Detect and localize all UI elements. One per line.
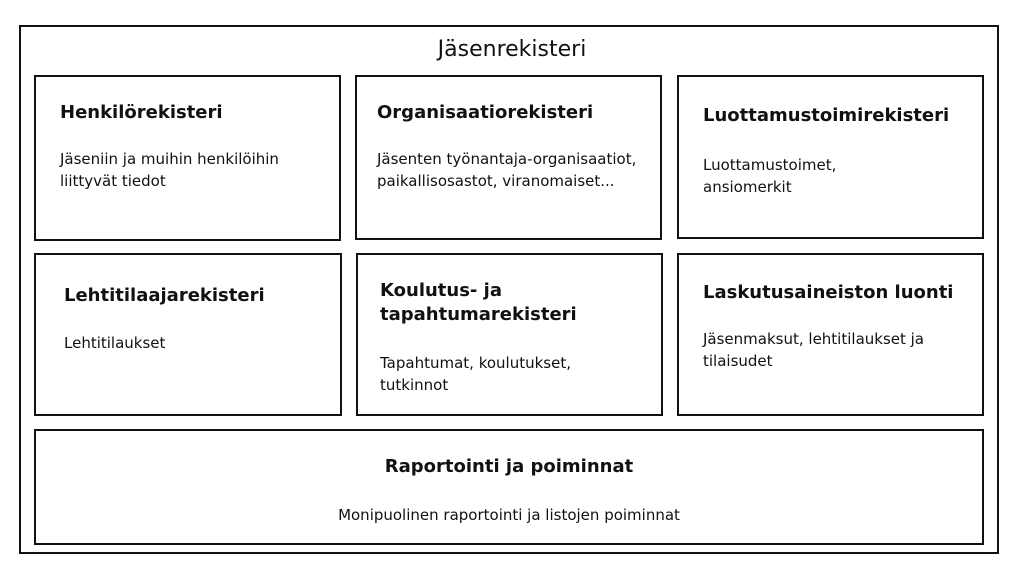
box-description: Lehtitilaukset [64, 334, 166, 352]
box-henkilorekisteri [34, 75, 341, 241]
box-description: Jäsenten työnantaja-organisaatiot, paikallisosastot, viranomaiset... [377, 150, 637, 190]
box-organisaatiorekisteri [355, 75, 662, 240]
box-description: Jäseniin ja muihin henkilöihin liittyvät tiedot [60, 150, 279, 190]
box-description: Luottamustoimet, ansiomerkit [703, 156, 837, 196]
diagram-title: Jäsenrekisteri [437, 37, 587, 62]
box-description: Tapahtumat, koulutukset, tutkinnot [380, 354, 571, 394]
box-title: Henkilörekisteri [60, 102, 223, 123]
box-title: Luottamustoimirekisteri [703, 105, 950, 126]
box-description: Monipuolinen raportointi ja listojen poiminnat [338, 506, 680, 524]
box-luottamustoimirekisteri [677, 75, 984, 239]
box-title: Organisaatiorekisteri [377, 102, 594, 123]
box-koulutus-tapahtumarekisteri [356, 253, 663, 416]
box-description: Jäsenmaksut, lehtitilaukset ja tilaisudet [703, 330, 925, 370]
box-laskutusaineiston-luonti [677, 253, 984, 416]
box-title: Raportointi ja poiminnat [384, 456, 634, 477]
box-title: Laskutusaineiston luonti [703, 282, 954, 303]
box-title: Lehtitilaajarekisteri [64, 285, 265, 306]
box-title: Koulutus- ja tapahtumarekisteri [380, 280, 577, 325]
box-raportointi-poiminnat [34, 429, 984, 545]
box-lehtitilaajarekisteri [34, 253, 342, 416]
